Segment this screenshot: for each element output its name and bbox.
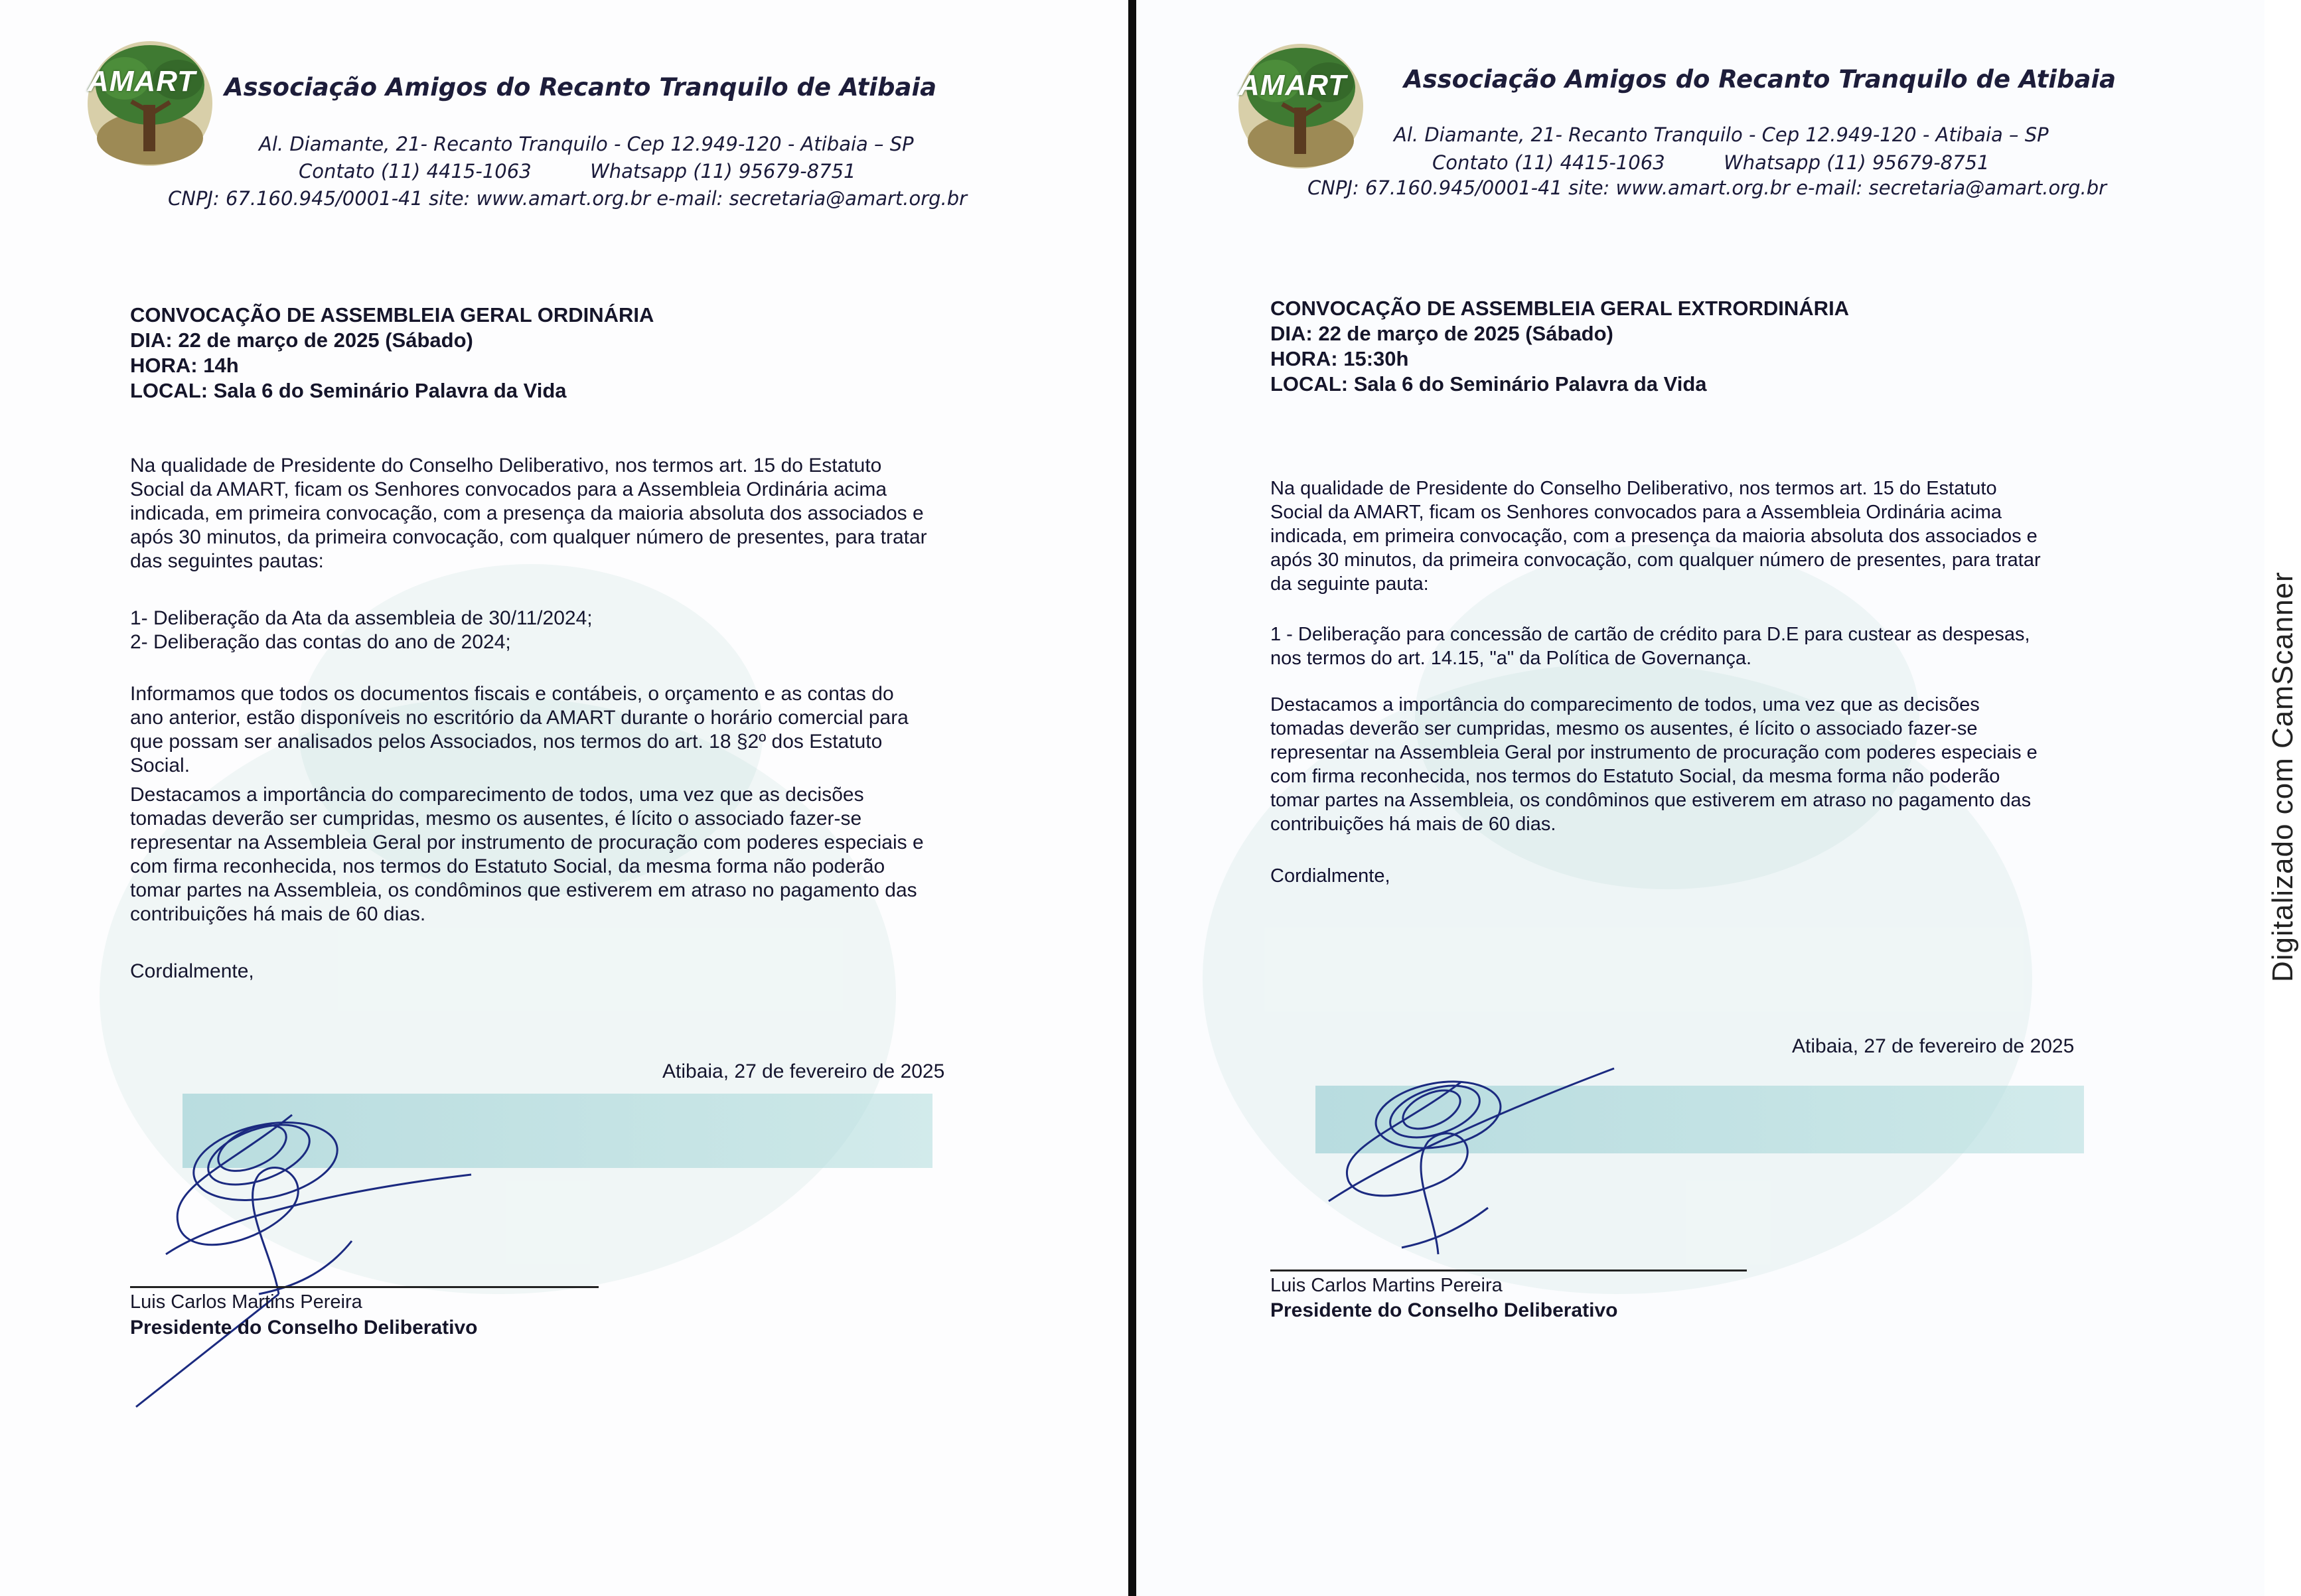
paragraph-line: tomar partes na Assembleia, os condôminos que estiverem em atraso no pagamento das (130, 879, 917, 901)
contact-whatsapp: Whatsapp (11) 95679-8751 (590, 160, 856, 182)
convocation-title: CONVOCAÇÃO DE ASSEMBLEIA GERAL ORDINÁRIA (130, 303, 654, 326)
paragraph-line: Social. (130, 755, 190, 776)
paragraph-line: Na qualidade de Presidente do Conselho Deliberativo, nos termos art. 15 do Estatuto (1270, 478, 1997, 499)
intro-paragraph (1270, 476, 2133, 596)
signer-role: Presidente do Conselho Deliberativo (130, 1317, 478, 1339)
agenda-list (130, 607, 960, 654)
document-page-right (1136, 0, 2264, 1596)
convocation-time: HORA: 15:30h (1270, 347, 1409, 370)
paragraph-line: com firma reconhecida, nos termos do Estatuto Social, da mesma forma não poderão (1270, 766, 2000, 787)
signature-drawing (1269, 1055, 1641, 1294)
convocation-time: HORA: 14h (130, 354, 239, 377)
contact-phone: Contato (11) 4415-1063 (299, 160, 532, 182)
paragraph-line: indicada, em primeira convocação, com a presença da maioria absoluta dos associados e (1270, 526, 2038, 547)
paragraph-line: tomadas deverão ser cumpridas, mesmo os ausentes, é lícito o associado fazer-se (130, 808, 862, 830)
signature-line (130, 1286, 599, 1288)
signer-name: Luis Carlos Martins Pereira (1270, 1275, 1503, 1296)
amart-logo (85, 38, 214, 168)
convocation-location: LOCAL: Sala 6 do Seminário Palavra da Vida (130, 379, 567, 402)
paragraph-line: tomar partes na Assembleia, os condôminos que estiverem em atraso no pagamento das (1270, 790, 2032, 811)
logo-text: AMART (1238, 69, 1347, 102)
address-line: Al. Diamante, 21- Recanto Tranquilo - Cep 12.949-120 - Atibaia – SP (259, 133, 914, 155)
org-name: Associação Amigos do Recanto Tranquilo de Atibaia (1404, 65, 2116, 94)
document-page-left (0, 0, 1128, 1596)
paragraph-line: contribuições há mais de 60 dias. (1270, 814, 1556, 835)
place-date: Atibaia, 27 de fevereiro de 2025 (662, 1060, 945, 1082)
paragraph-line: contribuições há mais de 60 dias. (130, 903, 426, 925)
convocation-block (130, 303, 654, 403)
signer-role: Presidente do Conselho Deliberativo (1270, 1299, 1618, 1321)
agenda-item: 2- Deliberação das contas do ano de 2024; (130, 631, 511, 653)
paragraph-line: indicada, em primeira convocação, com a presença da maioria absoluta dos associados e (130, 502, 924, 524)
paragraph-line: ano anterior, estão disponíveis no escritório da AMART durante o horário comercial para (130, 707, 909, 729)
contact-whatsapp: Whatsapp (11) 95679-8751 (1724, 151, 1990, 174)
paragraph-line: da seguinte pauta: (1270, 573, 1429, 595)
convocation-block (1270, 296, 1849, 397)
documents-paragraph (130, 682, 960, 778)
convocation-date: DIA: 22 de março de 2025 (Sábado) (1270, 322, 1613, 345)
org-name: Associação Amigos do Recanto Tranquilo de Atibaia (224, 73, 937, 102)
paragraph-line: das seguintes pautas: (130, 550, 324, 572)
convocation-title: CONVOCAÇÃO DE ASSEMBLEIA GERAL EXTRORDINÁRIA (1270, 297, 1850, 320)
closing: Cordialmente, (130, 960, 254, 982)
paragraph-line: Destacamos a importância do comparecimento de todos, uma vez que as decisões (130, 784, 864, 806)
importance-paragraph (130, 783, 960, 926)
paragraph-line: tomadas deverão ser cumpridas, mesmo os ausentes, é lícito o associado fazer-se (1270, 718, 1978, 739)
importance-paragraph (1270, 693, 2133, 836)
contact-line (1432, 151, 1990, 174)
scanner-watermark-label (2266, 949, 2300, 982)
paragraph-line: Destacamos a importância do comparecimento de todos, uma vez que as decisões (1270, 694, 1980, 715)
paragraph-line: Na qualidade de Presidente do Conselho Deliberativo, nos termos art. 15 do Estatuto (130, 455, 882, 476)
paragraph-line: após 30 minutos, da primeira convocação, com qualquer número de presentes, para tratar (130, 526, 927, 548)
address-line: Al. Diamante, 21- Recanto Tranquilo - Cep 12.949-120 - Atibaia – SP (1394, 123, 2049, 146)
amart-logo (1236, 41, 1365, 171)
signer-name: Luis Carlos Martins Pereira (130, 1291, 362, 1313)
paragraph-line: após 30 minutos, da primeira convocação, com qualquer número de presentes, para tratar (1270, 549, 2041, 571)
convocation-location: LOCAL: Sala 6 do Seminário Palavra da Vida (1270, 372, 1707, 396)
paragraph-line: Informamos que todos os documentos fiscais e contábeis, o orçamento e as contas do (130, 683, 894, 705)
paragraph-line: com firma reconhecida, nos termos do Estatuto Social, da mesma forma não poderão (130, 855, 885, 877)
contact-line (299, 160, 856, 182)
convocation-date: DIA: 22 de março de 2025 (Sábado) (130, 328, 473, 352)
signature-drawing (126, 1075, 551, 1420)
agenda-item: nos termos do art. 14.15, "a" da Política de Governança. (1270, 648, 1752, 669)
place-date: Atibaia, 27 de fevereiro de 2025 (1792, 1035, 2075, 1057)
cnpj-line: CNPJ: 67.160.945/0001-41 site: www.amart.org.br e-mail: secretaria@amart.org.br (1307, 177, 2107, 199)
paragraph-line: que possam ser analisados pelos Associados, nos termos do art. 18 §2º dos Estatuto (130, 731, 883, 753)
contact-phone: Contato (11) 4415-1063 (1432, 151, 1665, 174)
logo-text: AMART (88, 65, 196, 98)
paragraph-line: Social da AMART, ficam os Senhores convocados para a Assembleia Ordinária acima (1270, 502, 2002, 523)
intro-paragraph (130, 454, 960, 573)
agenda-list (1270, 622, 2133, 670)
closing: Cordialmente, (1270, 865, 1390, 887)
paragraph-line: representar na Assembleia Geral por instrumento de procuração com poderes especiais e (1270, 742, 2038, 763)
paragraph-line: Social da AMART, ficam os Senhores convocados para a Assembleia Ordinária acima (130, 478, 887, 500)
signature-line (1270, 1270, 1747, 1271)
page-divider (1128, 0, 1136, 1596)
paragraph-line: representar na Assembleia Geral por instrumento de procuração com poderes especiais e (130, 832, 924, 853)
cnpj-line: CNPJ: 67.160.945/0001-41 site: www.amart.org.br e-mail: secretaria@amart.org.br (168, 187, 968, 210)
agenda-item: 1- Deliberação da Ata da assembleia de 30/11/2024; (130, 607, 593, 629)
agenda-item: 1 - Deliberação para concessão de cartão de crédito para D.E para custear as despesas, (1270, 624, 2030, 645)
